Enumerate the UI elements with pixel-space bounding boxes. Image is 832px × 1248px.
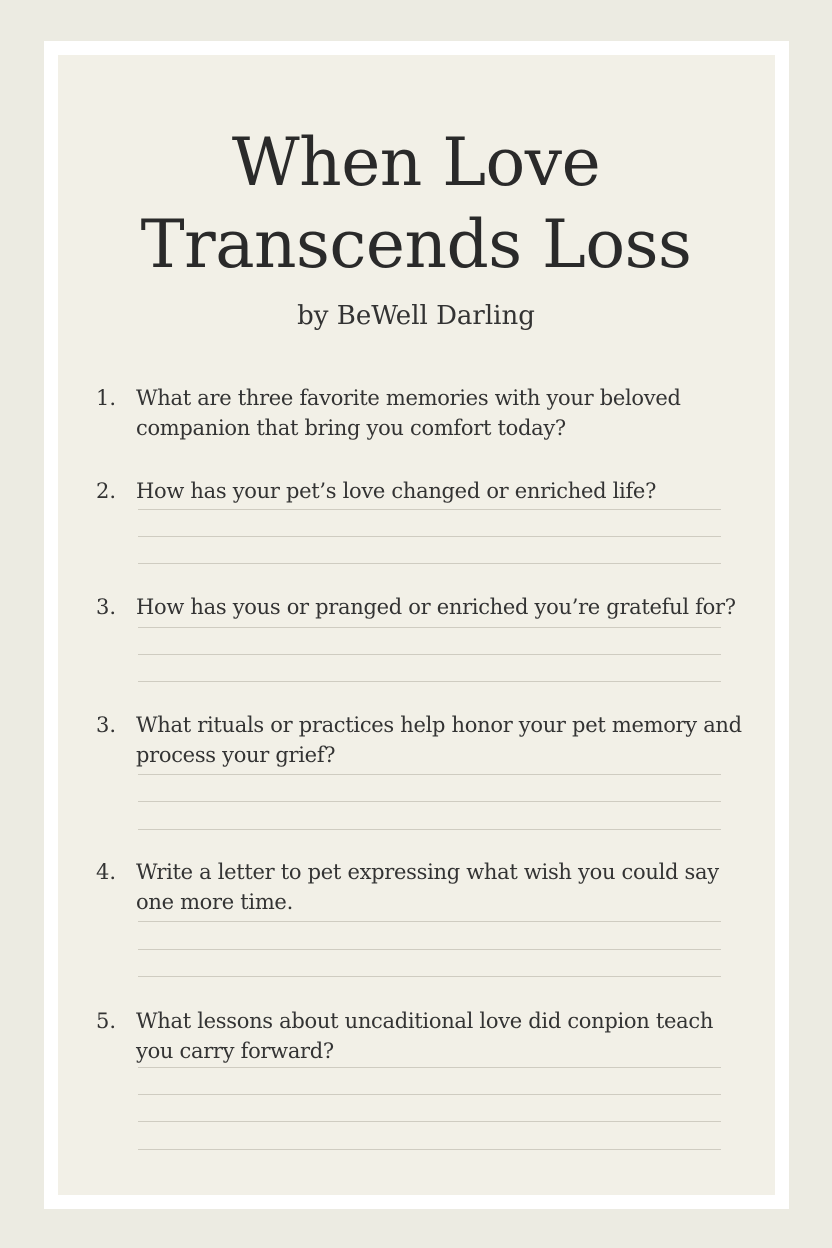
writing-line[interactable] — [138, 681, 721, 682]
title-line-1: When Love — [231, 124, 601, 201]
writing-line[interactable] — [138, 1149, 721, 1150]
prompt-number: 5. — [96, 1009, 117, 1033]
prompt-number: 2. — [96, 479, 117, 503]
writing-line[interactable] — [138, 654, 721, 655]
writing-line[interactable] — [138, 829, 721, 830]
prompt-text: What rituals or practices help honor your pet memory and process your grief? — [136, 713, 742, 767]
prompt-text: How has your pet’s love changed or enriched life? — [136, 479, 657, 503]
writing-line[interactable] — [138, 536, 721, 537]
writing-line[interactable] — [138, 921, 721, 922]
writing-line[interactable] — [138, 563, 721, 564]
title-line-2: Transcends Loss — [140, 206, 692, 283]
writing-line[interactable] — [138, 1067, 721, 1068]
prompt-text: How has yous or pranged or enriched you’re grateful for? — [136, 595, 736, 619]
prompt-number: 4. — [96, 860, 117, 884]
prompt-number: 3. — [96, 713, 117, 737]
writing-line[interactable] — [138, 976, 721, 977]
writing-line[interactable] — [138, 509, 721, 510]
prompt-number: 3. — [96, 595, 117, 619]
author-byline: by BeWell Darling — [297, 301, 535, 331]
page-title — [0, 122, 832, 286]
writing-line[interactable] — [138, 801, 721, 802]
writing-line[interactable] — [138, 627, 721, 628]
writing-line[interactable] — [138, 774, 721, 775]
prompt-text: What lessons about uncaditional love did conpion teach you carry forward? — [136, 1009, 714, 1063]
prompt-text: Write a letter to pet expressing what wish you could say one more time. — [136, 860, 719, 914]
writing-line[interactable] — [138, 1094, 721, 1095]
writing-line[interactable] — [138, 949, 721, 950]
prompt-number: 1. — [96, 386, 117, 410]
writing-line[interactable] — [138, 1121, 721, 1122]
prompt-text: What are three favorite memories with your beloved companion that bring you comfort today? — [136, 386, 681, 440]
